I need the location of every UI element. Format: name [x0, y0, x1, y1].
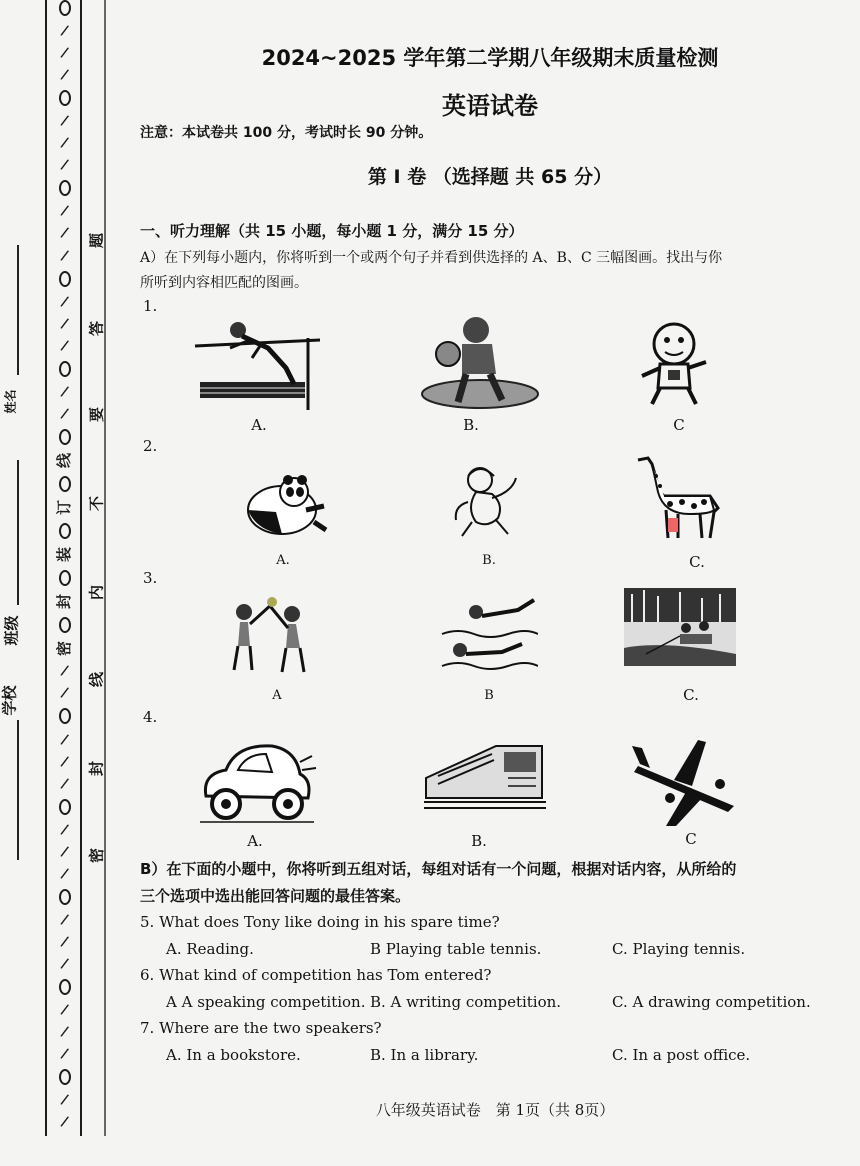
seal-slash-22: / — [59, 865, 71, 883]
q1-label-b: B. — [463, 416, 479, 434]
exam-subtitle: 英语试卷 — [442, 92, 538, 120]
warning-char-8: 密 — [87, 848, 106, 864]
exam-note: 注意：本试卷共 100 分，考试时长 90 分钟。 — [140, 125, 433, 141]
q4-label-a: A. — [247, 832, 263, 850]
seal-ring-9 — [59, 570, 71, 586]
seal-slash-20: / — [59, 821, 71, 839]
question-3-number: 3. — [143, 569, 158, 587]
seal-slash-2: / — [59, 44, 71, 62]
partB-instruction-2: 三个选项中选出能回答问题的最佳答案。 — [140, 887, 411, 905]
q3-label-b: B — [484, 688, 494, 703]
question-1-number: 1. — [143, 297, 158, 315]
seal-slash-10: / — [59, 293, 71, 311]
warning-char-5: 内 — [87, 585, 106, 601]
seal-slash-30: / — [59, 1113, 71, 1131]
q3-label-c: C. — [683, 686, 699, 704]
q2-label-b: B. — [482, 553, 496, 568]
q3-option-c-picture — [624, 588, 736, 666]
class-label: 班级 — [2, 615, 21, 646]
seal-slash-1: / — [59, 22, 71, 40]
binding-line-right — [80, 0, 82, 1136]
page-footer: 八年级英语试卷 第 1页（共 8页） — [375, 1101, 615, 1119]
binding-line-outer — [104, 0, 106, 1136]
seal-ring-14 — [59, 979, 71, 995]
q2-label-a: A. — [276, 553, 290, 568]
seal-slash-28: / — [59, 1045, 71, 1063]
q6-option-b: B. A writing competition. — [370, 993, 562, 1011]
seal-slash-26: / — [59, 1001, 71, 1019]
q4-option-c-picture — [630, 736, 742, 828]
seal-char-3: 装 — [55, 547, 74, 563]
name-fill-line — [17, 245, 19, 375]
q2-option-b-picture — [446, 462, 526, 542]
seal-slash-17: / — [59, 731, 71, 748]
exam-title: 2024~2025 学年第二学期八年级期末质量检测 — [261, 46, 719, 70]
school-label: 学校 — [0, 685, 19, 716]
seal-char-5: 密 — [55, 641, 74, 657]
seal-slash-11: / — [59, 315, 71, 333]
seal-slash-4: / — [59, 112, 71, 130]
seal-ring-8 — [59, 523, 71, 539]
q4-label-c: C — [685, 830, 697, 848]
q5-option-c: C. Playing tennis. — [612, 940, 746, 958]
seal-slash-25: / — [59, 955, 71, 973]
seal-slash-14: / — [59, 405, 71, 423]
seal-ring-15 — [59, 1069, 71, 1085]
partA-instruction-1: A）在下列每小题内，你将听到一个或两个句子并看到供选择的 A、B、C 三幅图画。找出与你 — [140, 250, 723, 266]
q3-label-a: A — [272, 688, 282, 703]
seal-ring-5 — [59, 361, 71, 377]
seal-separator-column — [52, 0, 78, 1130]
warning-char-6: 线 — [87, 672, 106, 688]
question-2-number: 2. — [143, 437, 158, 455]
seal-slash-23: / — [59, 911, 71, 929]
q1-option-b-picture — [418, 312, 543, 412]
seal-slash-6: / — [59, 156, 71, 174]
warning-char-3: 要 — [87, 407, 106, 423]
seal-slash-19: / — [59, 775, 71, 792]
seal-ring-4 — [59, 271, 71, 287]
partA-instruction-2: 所听到内容相匹配的图画。 — [140, 275, 308, 291]
warning-char-1: 题 — [87, 233, 106, 249]
question-5-stem: 5. What does Tony like doing in his spare time? — [140, 913, 500, 931]
q2-option-c-picture — [630, 452, 725, 540]
seal-slash-13: / — [59, 383, 71, 401]
q1-option-a-picture — [190, 318, 325, 413]
q1-option-c-picture — [632, 318, 717, 410]
seal-ring-10 — [59, 617, 71, 633]
seal-slash-12: / — [59, 337, 71, 355]
seal-slash-16: / — [59, 685, 71, 702]
seal-slash-27: / — [59, 1023, 71, 1041]
seal-ring-7 — [59, 476, 71, 492]
warning-char-4: 不 — [87, 496, 106, 512]
seal-slash-3: / — [59, 66, 71, 84]
seal-ring-3 — [59, 180, 71, 196]
seal-ring-13 — [59, 889, 71, 905]
seal-ring-6 — [59, 429, 71, 445]
warning-char-2: 答 — [87, 321, 106, 337]
q2-option-a-picture — [236, 470, 328, 540]
q3-option-a-picture — [214, 594, 322, 676]
seal-char-4: 封 — [55, 594, 74, 610]
class-fill-line — [17, 460, 19, 605]
seal-ring-12 — [59, 799, 71, 815]
q6-option-a: A A speaking competition. — [166, 993, 366, 1011]
q4-option-a-picture — [196, 734, 318, 830]
q6-option-c: C. A drawing competition. — [612, 993, 811, 1011]
partB-instruction-1: B）在下面的小题中，你将听到五组对话，每组对话有一个问题，根据对话内容，从所给的 — [140, 860, 737, 878]
school-fill-line — [17, 720, 19, 860]
q5-option-a: A. Reading. — [166, 940, 254, 958]
seal-ring-11 — [59, 708, 71, 724]
question-6-stem: 6. What kind of competition has Tom entered? — [140, 966, 492, 984]
section1-title: 一、听力理解（共 15 小题，每小题 1 分，满分 15 分） — [140, 222, 524, 240]
binding-line-left — [45, 0, 47, 1136]
q5-option-b: B Playing table tennis. — [370, 940, 542, 958]
seal-slash-24: / — [59, 933, 71, 951]
q4-option-b-picture — [424, 738, 546, 810]
seal-slash-21: / — [59, 843, 71, 861]
q3-option-b-picture — [438, 594, 538, 676]
seal-slash-15: / — [59, 662, 71, 680]
q7-option-a: A. In a bookstore. — [166, 1046, 301, 1064]
question-4-number: 4. — [143, 708, 158, 726]
part-title: 第 I 卷 （选择题 共 65 分） — [367, 166, 613, 188]
seal-slash-8: / — [59, 225, 71, 242]
seal-slash-7: / — [59, 203, 71, 220]
q1-label-c: C — [673, 416, 685, 434]
q2-label-c: C. — [689, 553, 705, 571]
warning-char-7: 封 — [87, 761, 106, 777]
question-7-stem: 7. Where are the two speakers? — [140, 1019, 382, 1037]
name-label: 姓名 — [3, 389, 18, 414]
q7-option-b: B. In a library. — [370, 1046, 479, 1064]
q7-option-c: C. In a post office. — [612, 1046, 751, 1064]
seal-ring-2 — [59, 90, 71, 106]
q1-label-a: A. — [251, 416, 267, 434]
seal-slash-5: / — [59, 134, 71, 152]
seal-char-1: 线 — [55, 452, 74, 468]
seal-ring-1 — [59, 0, 71, 16]
seal-slash-9: / — [59, 247, 71, 264]
q4-label-b: B. — [471, 832, 487, 850]
seal-char-2: 订 — [55, 500, 74, 516]
seal-slash-29: / — [59, 1091, 71, 1109]
seal-slash-18: / — [59, 753, 71, 770]
